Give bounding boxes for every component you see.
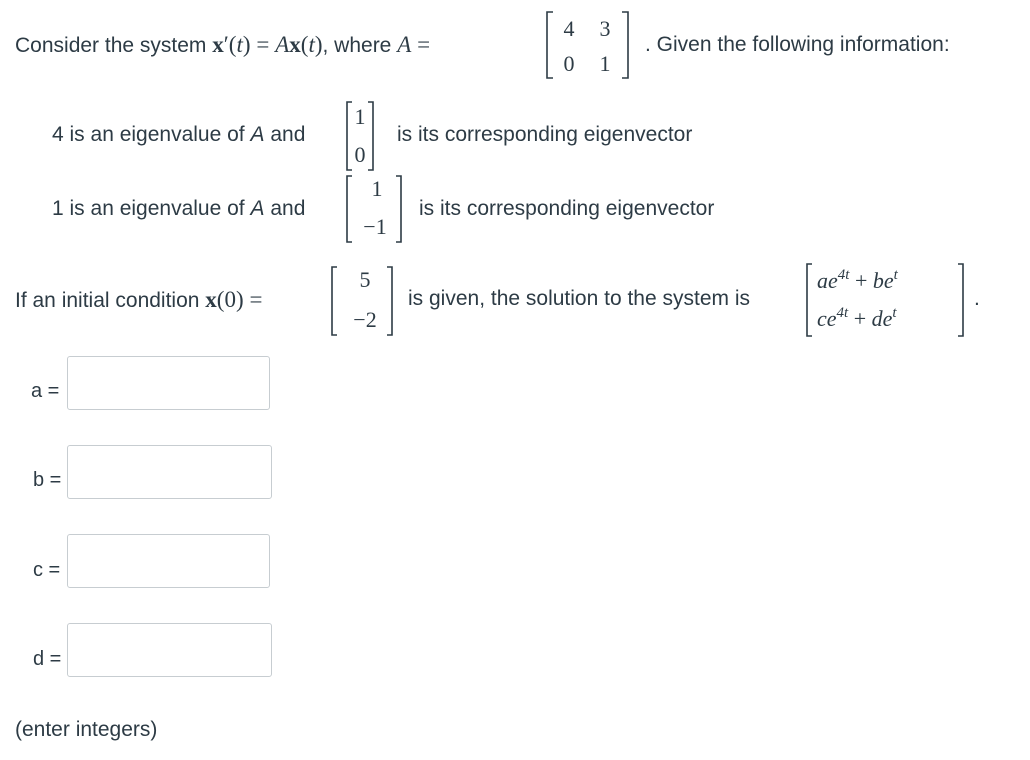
- initial-vector-cell: −2: [353, 307, 377, 332]
- answer-input-d[interactable]: [67, 623, 272, 677]
- eigen-line-2: 1 is an eigenvalue of A and: [52, 197, 306, 220]
- answer-input-b[interactable]: [67, 445, 272, 499]
- t-symbol: t: [236, 32, 243, 57]
- eigen-line-1-after: is its corresponding eigenvector: [397, 123, 693, 146]
- enter-integers-note: (enter integers): [15, 718, 158, 741]
- eigenvector-1-cell: 1: [354, 104, 366, 129]
- intro-prefix: Consider the system: [15, 34, 207, 57]
- initial-vector-cell: 5: [359, 267, 371, 292]
- field-label-a: a =: [31, 380, 60, 402]
- answer-input-c[interactable]: [67, 534, 270, 588]
- eigen-line-1: 4 is an eigenvalue of A and: [52, 123, 306, 146]
- eigen-line-2-after: is its corresponding eigenvector: [419, 197, 715, 220]
- A-symbol: A: [275, 32, 290, 57]
- field-label-b: b =: [33, 469, 62, 491]
- eigenvector-2-cell: 1: [371, 176, 383, 201]
- solution-row-top: $ae^{4t} + be^t$: [817, 267, 898, 293]
- eigenvector-1: [345, 100, 375, 172]
- solution-row-bottom: $ce^{4t} + de^t$: [817, 305, 897, 331]
- field-label-c: c =: [33, 559, 61, 581]
- solution-period: .: [974, 287, 980, 310]
- initial-condition-text: If an initial condition x(0) =: [15, 287, 263, 312]
- answer-input-a[interactable]: [67, 356, 270, 410]
- eigenvector-2-cell: −1: [363, 214, 387, 239]
- problem-statement: Consider the system x′(t) = Ax(t), where A =: [15, 32, 431, 57]
- where-text: , where: [322, 34, 392, 57]
- field-label-d: d =: [33, 648, 62, 670]
- matrix-A-cell: 0: [563, 51, 575, 76]
- eigenvector-2: [345, 174, 403, 244]
- given-text: . Given the following information:: [645, 33, 950, 56]
- solution-vector: [805, 262, 965, 338]
- equals-symbol: =: [256, 32, 270, 57]
- x-vector-symbol: x: [212, 32, 224, 57]
- matrix-A-cell: 3: [599, 16, 611, 41]
- initial-vector: [330, 265, 394, 337]
- eigenvector-1-cell: 0: [354, 142, 366, 167]
- prime-symbol: ′: [223, 32, 229, 57]
- matrix-A-cell: 4: [563, 16, 575, 41]
- matrix-A: [545, 10, 630, 80]
- initial-middle-text: is given, the solution to the system is: [408, 287, 750, 310]
- matrix-A-cell: 1: [599, 51, 611, 76]
- matrix-brackets: [545, 10, 630, 80]
